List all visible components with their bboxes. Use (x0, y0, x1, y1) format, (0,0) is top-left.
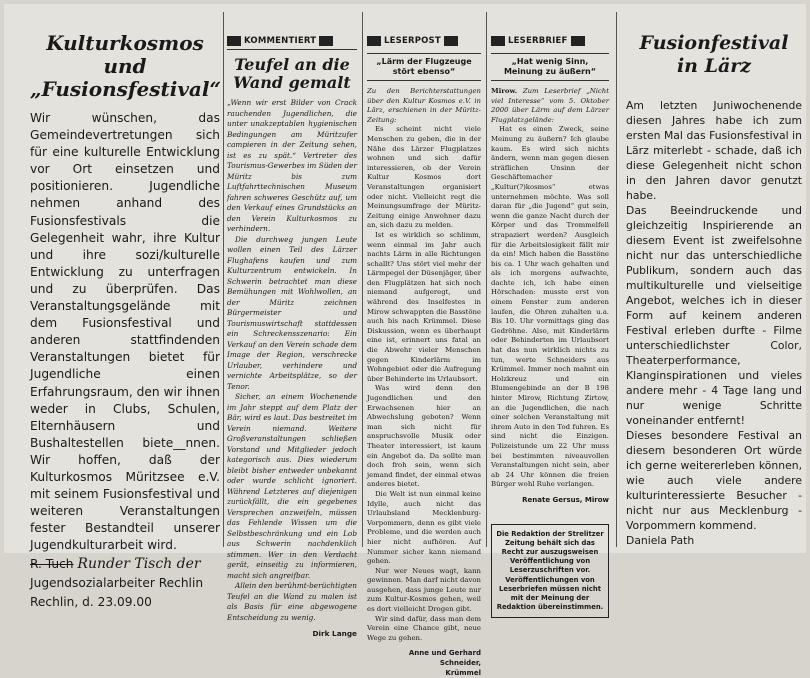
signature-line (30, 556, 220, 573)
article-body: Die durchweg jungen Leute wollen einen Teil des Lärzer Flughafens kaufen und zum Kulturzentrum entwickeln. In Schwerin betrachtet man diese Bemühungen mit Wohlwollen, an der Müritz zeichnen Bürgermeister und Tourismuswirtschaft stattdessen ein Schreckensszenario: Ein Verkauf an den Verein schade dem Image der Region, verschrecke Urlauber, verhindere und vernichte Arbeitsplätze, so der Tenor. Sicher, an einem Wochenende im Jahr steppt auf dem Platz der Bär, wird es laut. Das bestreitet im Verein niemand. Weitere Großveranstaltungen schließen Vorstand und Mitglieder jedoch kategorisch aus. Dies wiederum bleibt bisher entweder unbekannt oder wurde schlicht ignoriert. Während Letzteres auf diejenigen zurückfällt, die ein gegebenes Versprechen anzweifeln, müssen das Fehlende Wissen um die Selbstbeschränkung und ein Lob aus Schwerin nachdenklich stimmen. Wer in den Verdacht gerät, einseitig zu informieren, macht sich angreifbar. Allein den berühmt-berüchtigten Teufel an die Wand zu malen ist als Basis für eine abgewogene Entscheidung zu wenig. (227, 234, 357, 622)
kicker-bar-icon (367, 36, 381, 46)
letter-headline: „Hat wenig Sinn, Meinung zu äußern“ (491, 53, 609, 81)
letter-lead: Mirow. Zum Leserbrief „Nicht viel Interesse“ vom 5. Oktober 2000 über Lärm auf dem Lärzer Flugplatzgelände: (491, 87, 609, 124)
section-kicker: LESERPOST (367, 34, 481, 47)
handwritten-signature: Runder Tisch der (77, 556, 201, 573)
article-title: Kulturkosmos und „Fusionsfestival“ (30, 31, 221, 101)
column-divider (362, 12, 363, 547)
article-fusionfestival (626, 4, 802, 553)
section-kicker: LESERBRIEF (491, 34, 609, 47)
kicker-bar-icon (227, 36, 241, 46)
kicker-rule (227, 49, 357, 50)
letter-laerm (367, 4, 481, 677)
kicker-bar-icon (491, 36, 505, 46)
column-divider (616, 12, 617, 547)
letter-signer: Renate Gersus, Mirow (522, 495, 609, 504)
letter-wenig-sinn (491, 4, 609, 612)
place-date: Rechlin, d. 23.09.00 (30, 595, 152, 610)
letter-lead: Zu den Berichterstattungen über den Kultur Kosmos e.V. in Lärz, erschienen in der Müritz-Zeitung: (367, 87, 481, 124)
letter-body: Hat es einen Zweck, seine Meinung zu äußern? Ich glaube kaum. Es wird sich nichts ändern, wenn man gegen diesen sträflichen Unsinn der Geschäftemacher „Kultur(?)kosmos“ etwas unternehmen möchte. Was soll daran für „die Jugend“ gut sein, wenn die ganze Nacht durch der Körper und das Trommelfell strapaziert werden? Ausgleich für die Arbeitslosigkeit fällt mir da ein! Mich haben die Basstöne bis ca. 1 Uhr wach gehalten und als ich morgens aufwachte, dachte ich, ich habe einen Hörschaden: musste erst von einem Fenster zum anderen laufen, die Ohren zuhalten u.a. Bis 10. Uhr vormittags ging das Gedröhne. Also, mit Kinderlärm oder Behinderten im Urlaubsort hat das nun wirklich nichts zu tun, werte Schneiders aus Krümmel. Immer noch mahnt ein Holzkreuz und ein Blumengebinde an der B 198 hinter Mirow, Richtung Zirtow, an die Jugendlichen, die nach einer solchen Veranstaltung mit ihrem Auto in den Tod fuhren. Es sind nicht die Einzigen. Polizeistunde um 22 Uhr muss bei bestimmten niveauvollen Veranstaltungen nicht sein, aber ab 24 Uhr können die freien Bürger wohl Ruhe verlangen. (491, 125, 609, 489)
column-divider (486, 12, 487, 547)
editorial-notice: Die Redaktion der Strelitzer Zeitung behält sich das Recht zur auszugsweisen Veröffentlichung von Leserzuschriften vor. Veröffentlichungen von Leserbriefen müssen nicht mit der Meinung der Redaktion übereinstimmen. (491, 524, 609, 619)
article-lead: „Wenn wir erst Bilder von Crack rauchenden Jugendlichen, die unter unakzeptablen hygienischen Bedingungen am Müritzufer campieren in der Zeitung sehen, ist es zu spät.“ Vertreter des Tourismus-Gewerbes im Süden der Müritz bis zum Luftfahrttechnischen Museum fahren schweres Geschütz auf, um den Verkauf eines Grundstücks an den Verein Kulturkosmos zu verhindern. (227, 98, 357, 233)
article-body: Am letzten Juniwochenende diesen Jahres habe ich zum ersten Mal das Fusionsfestival in Lärz miterlebt - schade, daß ich diese Gelegenheit nicht schon in den Jahren davor genutzt habe. Das Beeindruckende und gleichzeitig Inspirierende an diesem Event ist zweifelsohne nicht nur das unterschiedliche Publikum, sondern auch das multikulturelle und vielseitige Angebot, welches ich in dieser Form auf keinem anderen Festival erleben durfte - Filme unterschiedlichster Color, Theaterperformance, Klanginspirationen und vieles andere mehr - 4 Tage lang und nur wenige Schritte voneinander entfernt! Dieses besondere Festival an diesem besonderen Ort würde ich gerne weitererleben können, wie auch viele andere kulturinteressierte Besucher - nicht nur aus Mecklenburg - Vorpommern kommend. Daniela Path (626, 99, 802, 547)
article-body: Wir wünschen, das Gemeindevertretungen sich für eine kulturelle Entwicklung vor Ort einsetzen und positionieren. Jugendliche nehmen anhand des Fusionsfestivals die Gelegenheit wahr, ihre Kultur und ihre sozi/kulturelle Entwicklung zu unterfragen und zu überprüfen. Das Veranstaltungsgelände mit dem Fusionsfestival und anderen stattfindenden Veranstaltungen bietet für Jugendliche einen Erfahrungsraum, den wir ihnen weder in Clubs, Schulen, Elternhäusern und Bushaltestellen biete__nnen. Wir hoffen, daß der Kulturkosmos Müritzsee e.V. mit seinem Fusionsfestival und weiteren Veranstaltungen fester Bestandteil unserer Jugendkulturarbeit wird. (30, 111, 220, 553)
column-divider (223, 12, 224, 547)
struck-signature: R. Tuch (30, 557, 74, 572)
section-kicker: KOMMENTIERT (227, 34, 357, 47)
signature-org: Jugendsozialarbeiter Rechlin (30, 576, 204, 591)
letter-headline: „Lärm der Flugzeuge stört ebenso“ (367, 53, 481, 81)
kicker-bar-icon (319, 36, 333, 46)
kicker-bar-icon (444, 36, 458, 46)
newspaper-page (4, 4, 806, 677)
article-kulturkosmos (30, 4, 221, 610)
article-author: Daniela Path (626, 534, 695, 547)
kicker-bar-icon (571, 36, 585, 46)
article-author: Dirk Lange (312, 629, 357, 638)
article-title: Fusionfestival in Lärz (639, 32, 789, 77)
letter-signer: Anne und Gerhard Schneider, Krümmel (408, 649, 481, 677)
commentary-teufel (227, 4, 357, 638)
article-title: Teufel an die Wand gemalt (233, 55, 351, 92)
letter-body: Es scheint nicht viele Menschen zu geben, die in der Nähe des Lärzer Flugplatzes wohnen und sich dafür interessieren, ob der Verein Kultur Kosmos dort Veranstaltungen organisiert oder nicht. Vielleicht regt die Meinungsumfrage der Müritz-Zeitung einige Anwohner dazu an, sich dazu zu melden. Ist es wirklich so schlimm, wenn einmal im Jahr auch nachts Lärm in alle Richtungen schallt? Uns stört viel mehr der Lärmpegel der Düsenjäger, über den Flugplätzen hat sich noch niemand aufgeregt, und während des Inselfestes in Mirow schwappten die Basstöne auch bis nach Krümmel. Diese Diskussion, wenn es überhaupt eine ist, erinnert uns fatal an die Abwehr vieler Menschen gegen Kinderlärm im Wohngebiet oder die Aufregung über Behinderte im Urlaubsort. Was wird denn den Jugendlichen und den Erwachsenen hier an Abwechslung geboten? Wenn man sich nicht für anspruchsvolle Musik oder Theater interessiert, ist kaum ein Angebot da. Da sollte man doch froh sein, wenn sich jemand findet, der einmal etwas anderes bietet. Die Welt ist nun einmal keine Idylle, auch nicht das Urlaubsland Mecklenburg-Vorpommern, denn es gibt viele Probleme, und die werden auch hier nicht aufhören. Auf Nummer sicher kann niemand gehen. Nur wer Neues wagt, kann gewinnen. Man darf nicht davon ausgehen, dass junge Leute nur zum Kultur-Kosmos gehen, weil es dort vielleicht Drogen gibt. Wir sind dafür, dass man dem Verein eine Chance gibt, neue Wege zu gehen. (367, 125, 481, 642)
